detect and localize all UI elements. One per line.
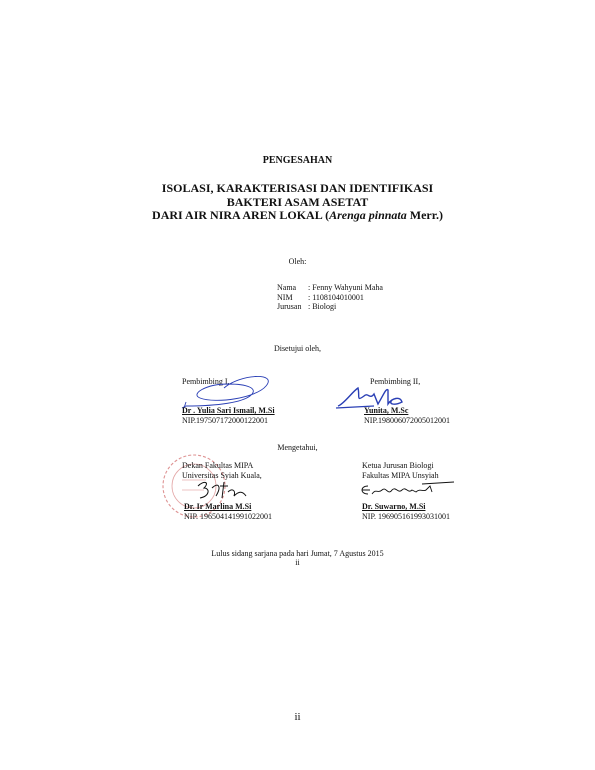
advisor-1-role: Pembimbing I, — [182, 377, 230, 386]
thesis-title-line-2: BAKTERI ASAM ASETAT — [226, 195, 369, 209]
head-dept-name: Dr. Suwarno, M.Si — [362, 502, 426, 511]
advisor-1-name: Dr . Yulia Sari Ismail, M.Si — [182, 406, 275, 415]
dean-nip: NIP. 196504141991022001 — [184, 512, 273, 521]
page-number-small: ii — [295, 558, 300, 567]
student-major-row: Jurusan : Biologi — [277, 302, 337, 311]
approved-by-label: Disetujui oleh, — [273, 344, 322, 353]
advisor-2-role: Pembimbing II, — [370, 377, 421, 386]
head-dept-title-line-2: Fakultas MIPA Unsyiah — [362, 471, 439, 480]
head-dept-title-line-1: Ketua Jurusan Biologi — [362, 461, 434, 470]
student-name-row: Nama : Fenny Wahyuni Maha — [277, 283, 383, 292]
page-number: ii — [294, 711, 301, 723]
head-dept-nip: NIP. 196905161993031001 — [362, 512, 451, 521]
acknowledged-label: Mengetahui, — [277, 443, 318, 452]
oleh-label: Oleh: — [288, 257, 307, 266]
dean-title-line-2: Universitas Syiah Kuala, — [182, 471, 262, 480]
thesis-title-line-1: ISOLASI, KARAKTERISASI DAN IDENTIFIKASI — [161, 181, 434, 195]
advisor-1-nip: NIP.197507172000122001 — [182, 416, 269, 425]
student-info — [277, 283, 383, 312]
dean-signature-icon — [194, 478, 254, 502]
dean-name: Dr. Ir Marlina M.Si — [184, 502, 252, 511]
dean-title-line-1: Dekan Fakultas MIPA — [182, 461, 254, 470]
advisor-2-name: Yunita, M.Sc — [364, 406, 409, 415]
graduation-date: Lulus sidang sarjana pada hari Jumat, 7 Agustus 2015 — [211, 549, 384, 558]
thesis-title-line-3: DARI AIR NIRA AREN LOKAL (Arenga pinnata Merr.) — [152, 208, 443, 222]
student-nim-row: NIM : 1108104010001 — [277, 292, 364, 302]
advisor-2-nip: NIP.198006072005012001 — [364, 416, 451, 425]
head-dept-signature-icon — [358, 480, 458, 502]
page-heading: PENGESAHAN — [262, 155, 333, 166]
